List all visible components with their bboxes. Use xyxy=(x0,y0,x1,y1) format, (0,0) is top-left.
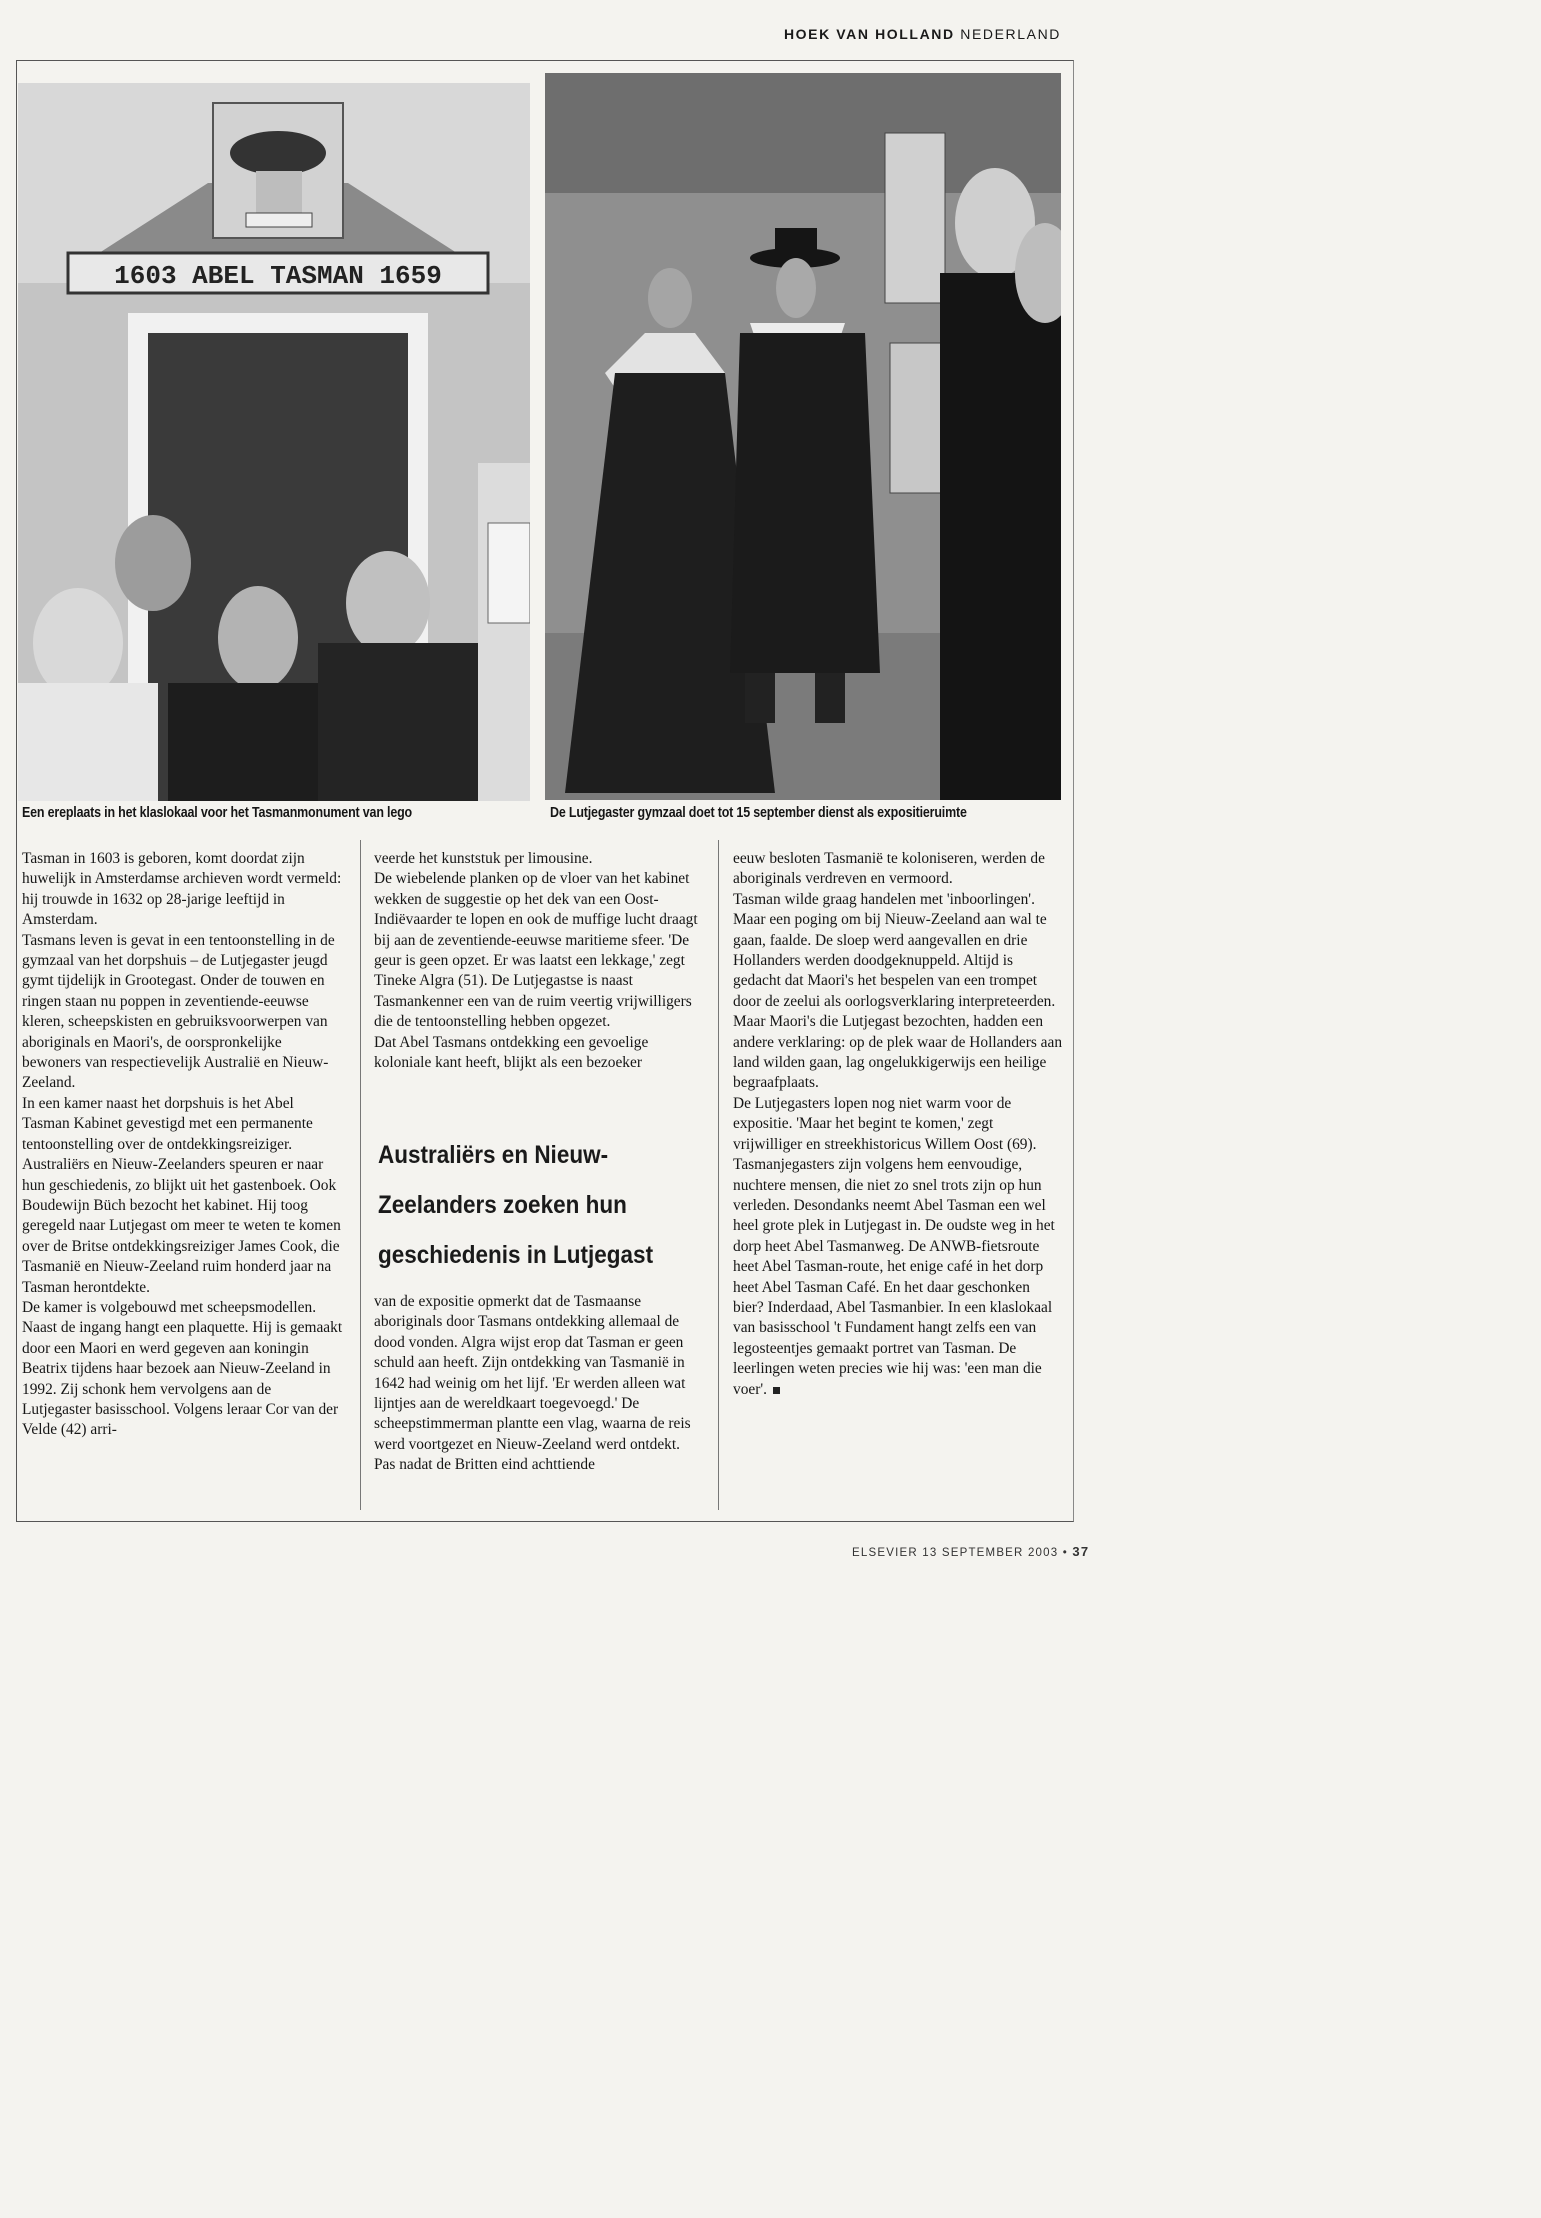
section-country: NEDERLAND xyxy=(960,26,1061,42)
article-column-1 xyxy=(22,849,344,1441)
exhibition-photo-illustration xyxy=(545,73,1061,800)
photo-exhibition-gym xyxy=(545,73,1061,800)
article-column-2-continued xyxy=(374,1292,704,1476)
paragraph: Tasman wilde graag handelen met 'inboorlingen'. Maar een poging om bij Nieuw-Zeeland aan wal te gaan, faalde. De sloep werd aangevallen en drie Hollanders werden doodgeknuppeld. Altijd is gedacht dat Maori's het bespelen van een trompet door de zeelui als oorlogsverklaring interpreteerden. Maar Maori's die Lutjegast bezochten, hadden een andere verklaring: op de plek waar de Hollanders aan land wilden gaan, lag ongelukkigerwijs een heilige begraafplaats. xyxy=(733,890,1063,1092)
paragraph: Dat Abel Tasmans ontdekking een gevoelige koloniale kant heeft, blijkt als een bezoeker xyxy=(374,1033,649,1072)
paragraph: In een kamer naast het dorpshuis is het Abel Tasman Kabinet gevestigd met een permanente tentoonstelling over de ontdekkingsreiziger. Australiërs en Nieuw-Zeelanders speuren er naar hun geschiedenis, zo blijkt uit het gastenboek. Ook Boudewijn Büch bezocht het kabinet. Hij toog geregeld naar Lutjegast om meer te weten te komen over de Britse ontdekkingsreiziger James Cook, die Tasmanië en Nieuw-Zeeland ruim honderd jaar na Tasman herontdekte. xyxy=(22,1094,341,1296)
page-footer xyxy=(852,1544,1089,1559)
classroom-photo-illustration xyxy=(18,83,530,801)
section-location: HOEK VAN HOLLAND xyxy=(783,26,955,42)
article-column-2 xyxy=(374,849,704,1073)
paragraph-final xyxy=(733,1094,1063,1400)
paragraph: veerde het kunststuk per limousine. xyxy=(374,850,593,867)
section-header xyxy=(784,26,1061,42)
page-number: 37 xyxy=(1072,1544,1090,1559)
caption-right: De Lutjegaster gymzaal doet tot 15 september dienst als expositieruimte xyxy=(550,805,967,821)
paragraph: De kamer is volgebouwd met scheepsmodellen. Naast de ingang hangt een plaquette. Hij is gemaakt door een Maori en werd gegeven aan koningin Beatrix tijdens haar bezoek aan Nieuw-Zeeland in 1992. Zij schonk hem vervolgens aan de Lutjegaster basisschool. Volgens leraar Cor van der Velde (42) arri- xyxy=(22,1298,343,1439)
end-mark-icon xyxy=(773,1387,780,1394)
paragraph: Tasman in 1603 is geboren, komt doordat zijn huwelijk in Amsterdamse archieven wordt vermeld: hij trouwde in 1632 op 28-jarige leeftijd in Amsterdam. xyxy=(22,850,342,929)
column-divider xyxy=(718,840,719,1510)
article-headline: Australiërs en Nieuw-Zeelanders zoeken hun geschiedenis in Lutjegast xyxy=(378,1141,654,1269)
photo-lego-monument xyxy=(18,83,530,801)
caption-left: Een ereplaats in het klaslokaal voor het Tasmanmonument van lego xyxy=(22,805,413,821)
paragraph: van de expositie opmerkt dat de Tasmaanse aboriginals door Tasmans ontdekking allemaal de dood vonden. Algra wijst erop dat Tasman er geen schuld aan heeft. Zijn ontdekking van Tasmanië in 1642 had weinig om het lijf. 'Er werden alleen wat lijntjes aan de wereldkaart toegevoegd.' De scheepstimmerman plantte een vlag, waarna de reis werd voortgezet en Nieuw-Zeeland werd ontdekt. Pas nadat de Britten eind achttiende xyxy=(374,1293,691,1474)
lego-banner-text: 1603 ABEL TASMAN 1659 xyxy=(114,261,442,291)
paragraph-text: De Lutjegasters lopen nog niet warm voor de expositie. 'Maar het begint te komen,' zegt vrijwilliger en streekhistoricus Willem Oost (69). Tasmanjegasters zijn volgens hem eenvoudige, nuchtere mensen, die niet zo snel trots zijn op hun verleden. Desondanks neemt Abel Tasman een wel heel grote plek in Lutjegast in. De oudste weg in het dorp heet Abel Tasmanweg. De ANWB-fietsroute heet Abel Tasman-route, het enige café in het dorp heet Abel Tasman Café. En het daar geschonken bier? Inderdaad, Abel Tasmanbier. In een klaslokaal van basisschool 't Fundament hangt zelfs een van legosteentjes gemaakt portret van Tasman. De leerlingen weten precies wie hij was: 'een man die voer'. xyxy=(733,1094,1055,1398)
footer-separator: • xyxy=(1062,1547,1068,1559)
column-divider xyxy=(360,840,361,1510)
paragraph: Tasmans leven is gevat in een tentoonstelling in de gymzaal van het dorpshuis – de Lutjegaster jeugd gymt tijdelijk in Grootegast. Onder de touwen en ringen staan nu poppen in zeventiende-eeuwse kleren, scheepskisten en gebruiksvoorwerpen van aboriginals en Maori's, de oorspronkelijke bewoners van respectievelijk Australië en Nieuw-Zeeland. xyxy=(22,931,335,1092)
paragraph: eeuw besloten Tasmanië te koloniseren, werden de aboriginals verdreven en vermoord. xyxy=(733,850,1045,888)
paragraph: De wiebelende planken op de vloer van het kabinet wekken de suggestie op het dek van een Oost-Indiëvaarder te lopen en ook de muffige lucht draagt bij aan de zeventiende-eeuwse maritieme sfeer. 'De geur is geen opzet. Er was laatst een lekkage,' zegt Tineke Algra (51). De Lutjegastse is naast Tasmankenner een van de ruim veertig vrijwilligers die de tentoonstelling hebben opgezet. xyxy=(374,870,698,1031)
publication-date: ELSEVIER 13 SEPTEMBER 2003 xyxy=(852,1547,1059,1559)
article-column-3 xyxy=(733,849,1063,1400)
